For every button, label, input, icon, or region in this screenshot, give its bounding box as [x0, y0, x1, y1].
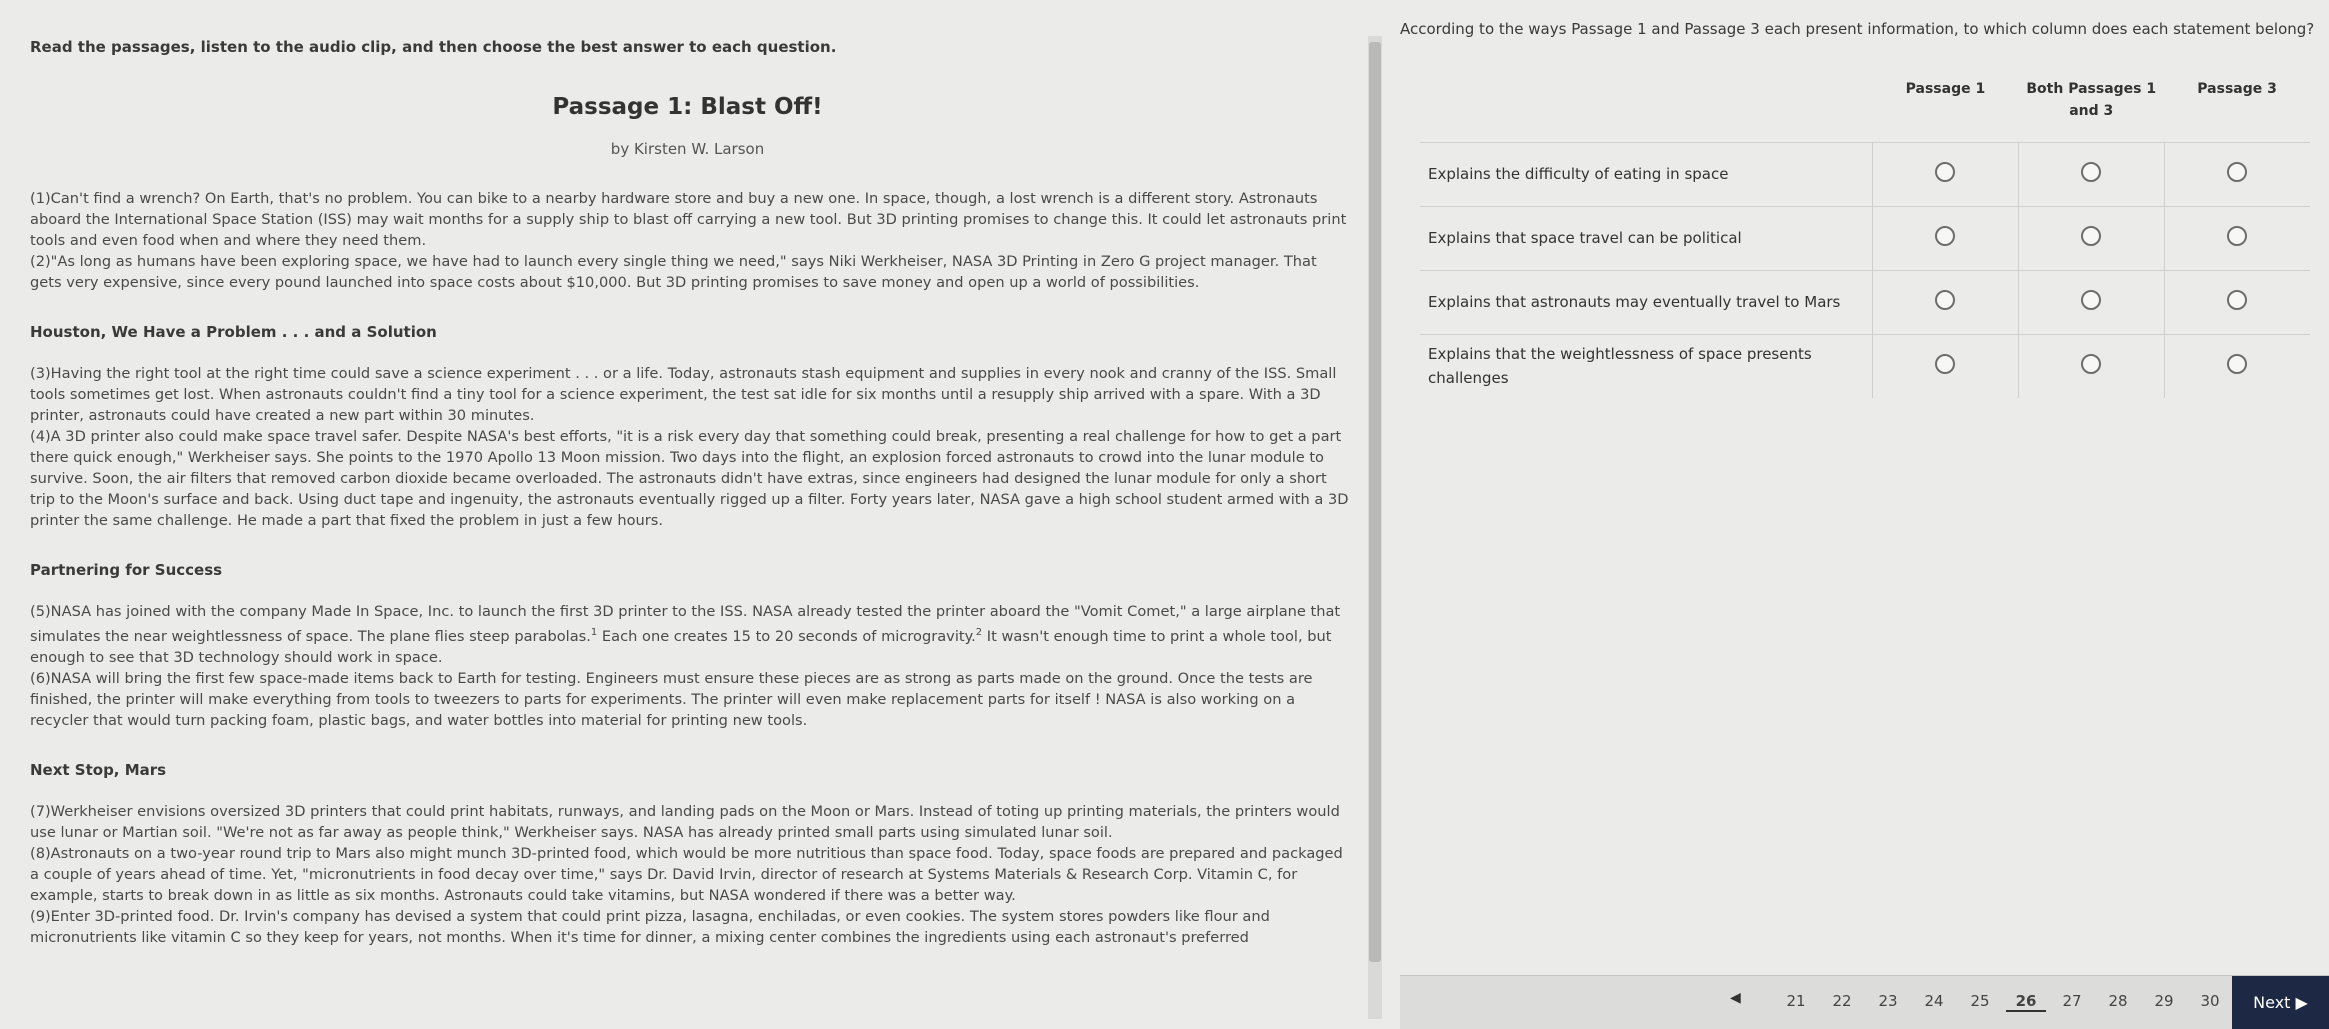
instructions: Read the passages, listen to the audio clip, and then choose the best answer to each question. — [30, 38, 837, 56]
page-link[interactable]: 29 — [2154, 992, 2174, 1010]
radio-row2-both[interactable] — [2081, 226, 2101, 246]
matrix-row — [1420, 206, 2310, 270]
section-heading-houston: Houston, We Have a Problem . . . and a Solution — [30, 323, 437, 341]
paragraph-6: (6)NASA will bring the first few space-made items back to Earth for testing. Engineers must ensure these pieces are as strong as parts made on the ground. Once the tests are finished, the printer will make everything from tools to tweezers to parts for experiments. The printer will even make replacement parts for itself ! NASA is also working on a recycler that would turn packing foam, plastic bags, and water bottles into material for printing new tools. — [30, 669, 1313, 729]
paragraph-5-part-b: Each one creates 15 to 20 seconds of microgravity. — [597, 627, 976, 645]
radio-row2-passage-3[interactable] — [2227, 226, 2247, 246]
footnote-2[interactable]: 2 — [975, 627, 983, 638]
question-prompt: According to the ways Passage 1 and Passage 3 each present information, to which column does each statement belong? — [1400, 20, 2315, 38]
paragraph-5-part-c: It wasn't enough time to print a whole tool, but enough to see that 3D technology should work in space. — [30, 627, 1332, 666]
paragraph-1: (1)Can't find a wrench? On Earth, that's no problem. You can bike to a nearby hardware store and buy a new one. In space, though, a lost wrench is a different story. Astronauts aboard the International Space Station (ISS) may wait months for a supply ship to blast off carrying a new tool. But 3D printing promises to change this. It could let astronauts print tools and even food when and where they need them. — [30, 190, 1347, 249]
matrix-row — [1420, 270, 2310, 334]
page-link[interactable]: 27 — [2062, 992, 2082, 1010]
passage-scrollbar[interactable] — [1368, 36, 1382, 1019]
radio-row1-passage-1[interactable] — [1935, 162, 1955, 182]
statement-text: Explains that astronauts may eventually travel to Mars — [1420, 270, 1873, 334]
radio-row3-passage-1[interactable] — [1935, 290, 1955, 310]
page-link[interactable]: 24 — [1924, 992, 1944, 1010]
paragraph-5-part-a: (5)NASA has joined with the company Made In Space, Inc. to launch the first 3D printer to the ISS. NASA already tested the printer aboard the "Vomit Comet," a large airplane that simulates the near weightlessness of space. The plane flies steep parabolas. — [30, 603, 1341, 645]
page-link[interactable]: 25 — [1970, 992, 1990, 1010]
radio-row4-passage-1[interactable] — [1935, 354, 1955, 374]
question-navigation — [1400, 975, 2329, 1029]
page-link[interactable]: 28 — [2108, 992, 2128, 1010]
next-button[interactable]: Next ▶ — [2232, 976, 2329, 1029]
page-link-current[interactable]: 26 — [2006, 992, 2046, 1012]
radio-row3-passage-3[interactable] — [2227, 290, 2247, 310]
paragraph-9: (9)Enter 3D-printed food. Dr. Irvin's company has devised a system that could print pizza, lasagna, enchiladas, or even cookies. The system stores powders like flour and micronutrients like vitamin C so they keep for years, not months. When it's time for dinner, a mixing center combines the ingredients using each astronaut's preferred — [30, 907, 1270, 946]
paragraph-2: (2)"As long as humans have been exploring space, we have had to launch every single thing we need," says Niki Werkheiser, NASA 3D Printing in Zero G project manager. That gets very expensive, since every pound launched into space costs about $10,000. But 3D printing promises to save money and open up a world of possibilities. — [30, 253, 1317, 291]
page-link[interactable]: 22 — [1832, 992, 1852, 1010]
section-heading-partnering: Partnering for Success — [30, 561, 223, 579]
footnote-1[interactable]: 1 — [590, 627, 598, 638]
page-link[interactable]: 30 — [2200, 992, 2220, 1010]
radio-row1-both[interactable] — [2081, 162, 2101, 182]
byline: by Kirsten W. Larson — [610, 140, 765, 158]
page-link[interactable]: 23 — [1878, 992, 1898, 1010]
section-heading-mars: Next Stop, Mars — [30, 760, 167, 779]
answer-matrix — [1420, 70, 2310, 398]
radio-row1-passage-3[interactable] — [2227, 162, 2247, 182]
radio-row3-both[interactable] — [2081, 290, 2101, 310]
previous-arrow-icon[interactable]: ◀ — [1730, 990, 1741, 1006]
paragraph-5 — [30, 601, 1350, 668]
statement-column-header — [1420, 70, 1873, 142]
radio-row2-passage-1[interactable] — [1935, 226, 1955, 246]
statement-text: Explains the difficulty of eating in space — [1420, 142, 1873, 206]
question-pane — [1400, 0, 2329, 960]
statement-text: Explains that the weightlessness of space presents challenges — [1420, 334, 1873, 398]
paragraph-8: (8)Astronauts on a two-year round trip to Mars also might munch 3D-printed food, which would be more nutritious than space food. Today, space foods are prepared and packaged a couple of years ahead of time. Yet, "micronutrients in food decay over time," says Dr. David Irvin, director of research at Systems Materials & Research Corp. Vitamin C, for example, starts to break down in as little as six months. Astronauts could take vitamins, but NASA wondered if there was a better way. — [30, 844, 1343, 904]
radio-row4-both[interactable] — [2081, 354, 2101, 374]
page-link[interactable]: 21 — [1786, 992, 1806, 1010]
column-header-both-passages: Both Passages 1 and 3 — [2026, 81, 2157, 119]
radio-row4-passage-3[interactable] — [2227, 354, 2247, 374]
scrollbar-thumb[interactable] — [1369, 42, 1381, 962]
column-header-passage-1: Passage 1 — [1905, 81, 1986, 97]
paragraph-7: (7)Werkheiser envisions oversized 3D printers that could print habitats, runways, and landing pads on the Moon or Mars. Instead of toting up printing materials, the printers would use lunar or Martian soil. "We're not as far away as people think," Werkheiser says. NASA has already printed small parts using simulated lunar soil. — [30, 802, 1340, 841]
column-header-passage-3: Passage 3 — [2197, 81, 2277, 97]
statement-text: Explains that space travel can be political — [1420, 206, 1873, 270]
paragraph-3: (3)Having the right tool at the right time could save a science experiment . . . or a life. Today, astronauts stash equipment and supplies in every nook and cranny of the ISS. Small tools sometimes get lost. When astronauts couldn't find a tiny tool for a science experiment, the test sat idle for six months until a resupply ship arrived with a spare. With a 3D printer, astronauts could have created a new part within 30 minutes. — [30, 365, 1337, 424]
matrix-row — [1420, 334, 2310, 398]
paragraph-4: (4)A 3D printer also could make space travel safer. Despite NASA's best efforts, "it is a risk every day that something could break, presenting a real challenge for how to get a part there quick enough," Werkheiser says. She points to the 1970 Apollo 13 Moon mission. Two days into the flight, an explosion forced astronauts to crowd into the lunar module to survive. Soon, the air filters that removed carbon dioxide became overloaded. The astronauts didn't have extras, since engineers had designed the lunar module for only a short trip to the Moon's surface and back. Using duct tape and ingenuity, the astronauts eventually rigged up a filter. Forty years later, NASA gave a high school student armed with a 3D printer the same challenge. He made a part that fixed the problem in just a few hours. — [30, 428, 1349, 529]
matrix-row — [1420, 142, 2310, 206]
passage-title: Passage 1: Blast Off! — [552, 94, 823, 120]
